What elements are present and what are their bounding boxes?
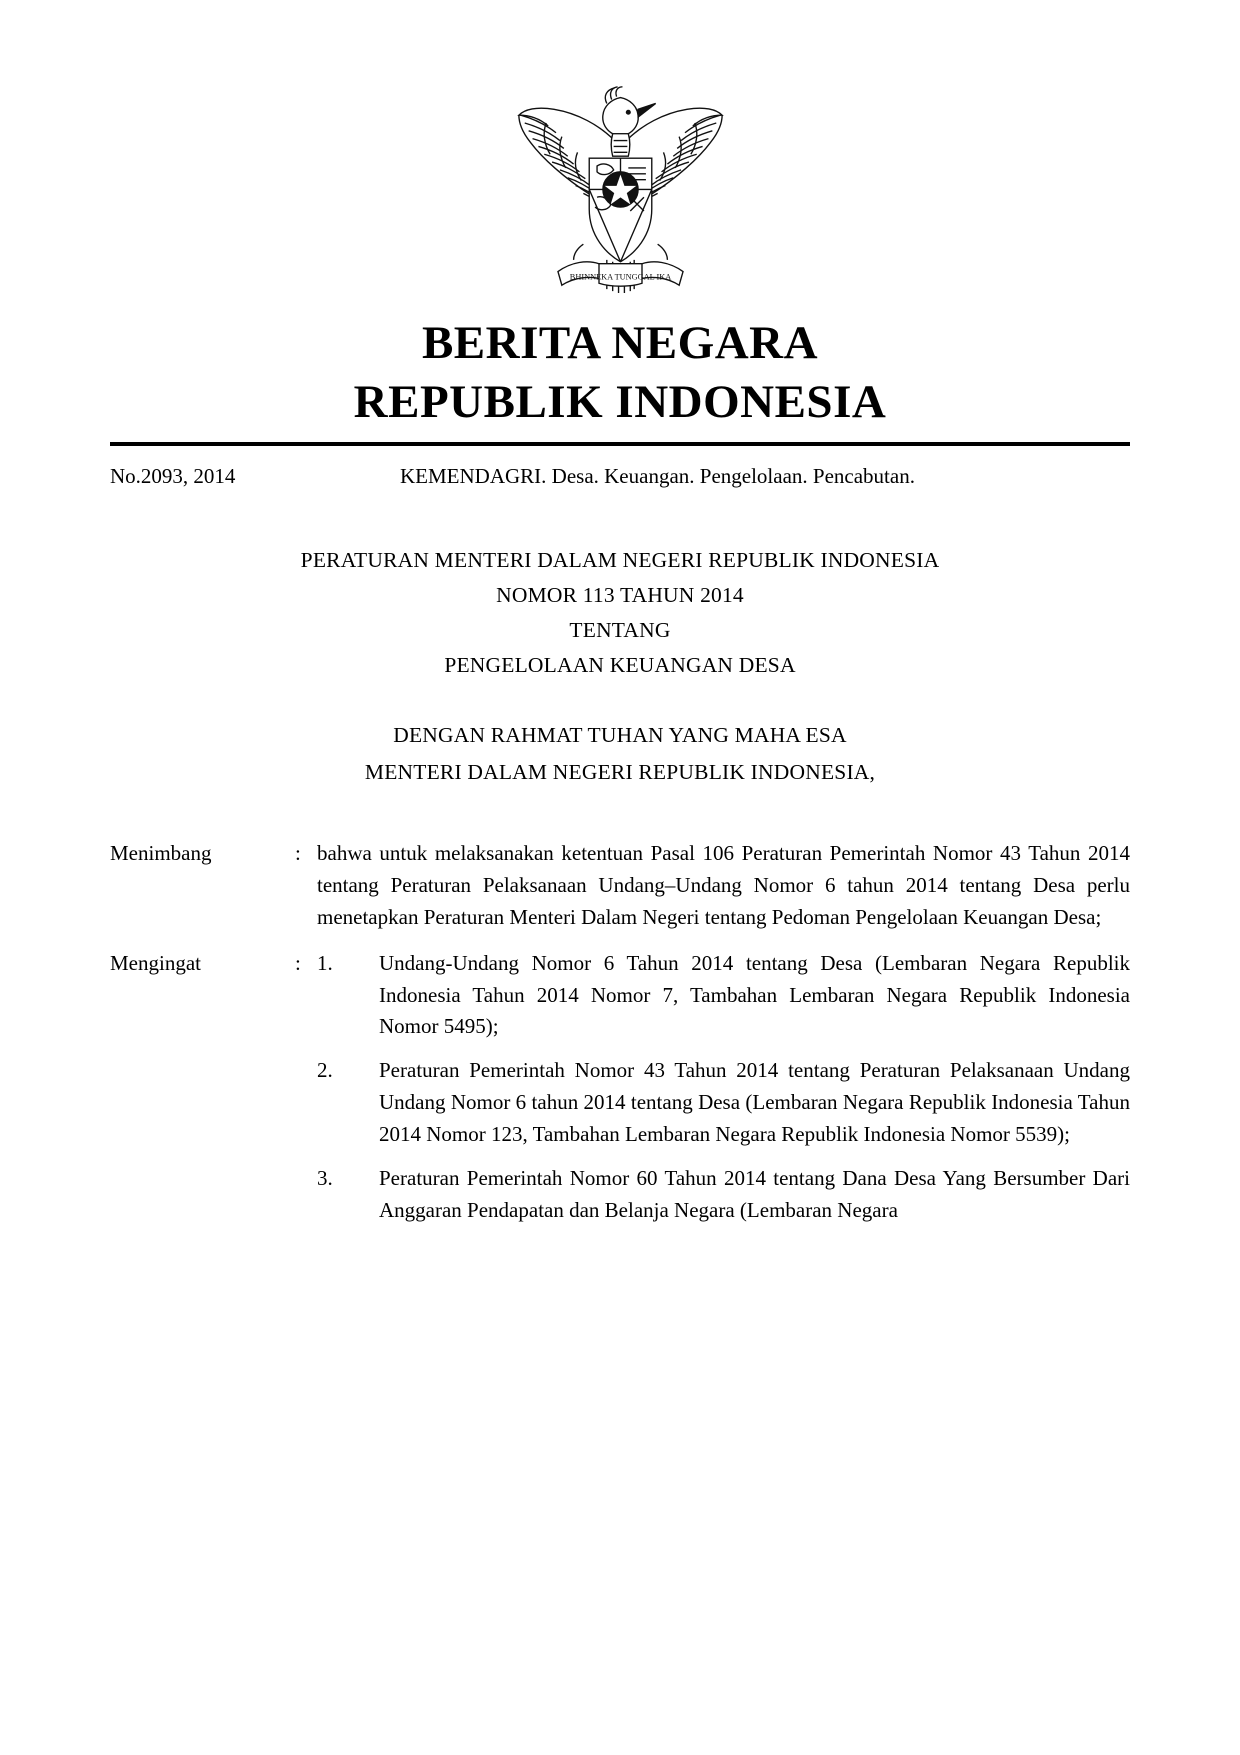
list-item — [317, 1055, 1130, 1151]
clause-mengingat-list — [317, 948, 1130, 1239]
clause-mengingat-colon: : — [295, 950, 301, 975]
clause-mengingat — [110, 948, 1130, 1239]
list-item-number: 2. — [317, 1058, 333, 1083]
title-line-3: TENTANG — [569, 617, 671, 642]
list-item-text: Peraturan Pemerintah Nomor 43 Tahun 2014 tentang Peraturan Pelaksanaan Undang Undang Nomor 6 tahun 2014 tentang Desa (Lembaran Negara Republik Indonesia Tahun 2014 Nomor 123, Tambahan Lembaran Negara Republik Indonesia Nomor 5539); — [379, 1058, 1130, 1147]
masthead — [110, 314, 1130, 432]
issue-line — [110, 462, 1130, 492]
list-item-text: Peraturan Pemerintah Nomor 60 Tahun 2014 tentang Dana Desa Yang Bersumber Dari Anggaran Pendapatan dan Belanja Negara (Lembaran Negara — [379, 1166, 1130, 1222]
regulation-title — [110, 543, 1130, 682]
clause-section — [110, 838, 1130, 1239]
invocation-line-1: DENGAN RAHMAT TUHAN YANG MAHA ESA — [393, 722, 847, 747]
emblem-motto-text: BHINNEKA TUNGGAL IKA — [569, 272, 671, 282]
clause-menimbang-label: Menimbang — [110, 840, 212, 865]
list-item-text: Undang-Undang Nomor 6 Tahun 2014 tentang Desa (Lembaran Negara Republik Indonesia Tahun 2014 Nomor 7, Tambahan Lembaran Negara Republik Indonesia Nomor 5495); — [379, 950, 1130, 1039]
list-item-number: 3. — [317, 1166, 333, 1191]
garuda-pancasila-emblem — [513, 80, 728, 295]
list-item — [317, 1163, 1130, 1227]
title-line-1: PERATURAN MENTERI DALAM NEGERI REPUBLIK INDONESIA — [300, 548, 940, 573]
list-item-number: 1. — [317, 950, 333, 975]
emblem-container — [110, 80, 1130, 310]
masthead-divider — [110, 442, 1130, 446]
issue-subject: KEMENDAGRI. Desa. Keuangan. Pengelolaan. Pencabutan. — [400, 463, 915, 488]
invocation-line-2: MENTERI DALAM NEGERI REPUBLIK INDONESIA, — [364, 760, 876, 785]
masthead-line-2: REPUBLIK INDONESIA — [353, 375, 887, 428]
masthead-line-1: BERITA NEGARA — [421, 317, 819, 369]
clause-menimbang — [110, 838, 1130, 934]
issue-number: No.2093, 2014 — [110, 463, 236, 488]
list-item — [317, 948, 1130, 1044]
clause-menimbang-text: bahwa untuk melaksanakan ketentuan Pasal 106 Peraturan Pemerintah Nomor 43 Tahun 2014 tentang Peraturan Pelaksanaan Undang–Undang Nomor 6 tahun 2014 tentang Desa perlu menetapkan Peraturan Menteri Dalam Negeri tentang Pedoman Pengelolaan Keuangan Desa; — [317, 840, 1130, 929]
clause-menimbang-colon: : — [295, 840, 301, 865]
invocation-block — [110, 717, 1130, 792]
title-line-2: NOMOR 113 TAHUN 2014 — [496, 583, 744, 608]
clause-mengingat-label: Mengingat — [110, 950, 201, 975]
title-line-4: PENGELOLAAN KEUANGAN DESA — [444, 652, 796, 677]
